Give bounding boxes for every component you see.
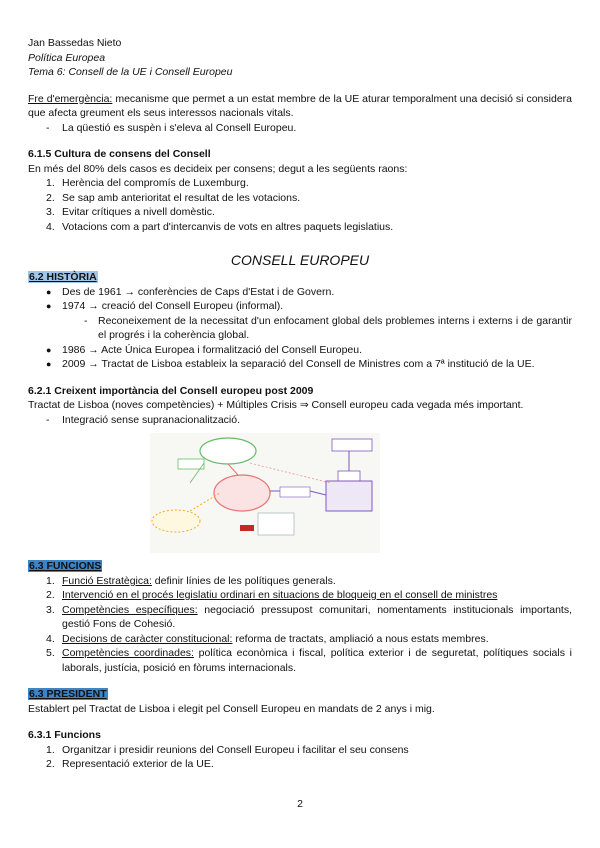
fre-term: Fre d'emergència: — [28, 92, 113, 105]
list-item: ● 1986 → Acte Única Europea i formalització del Consell Europeu. — [46, 343, 362, 356]
s631-heading: 6.3.1 Funcions — [28, 729, 101, 741]
course: Política Europea — [28, 51, 106, 64]
list-item: 3. Competències específiques: negociació pressupost comunitari, nomentaments institucionals importants, gestió Fons de Cohesió. — [46, 603, 573, 630]
section-title: CONSELL EUROPEU — [230, 252, 370, 268]
fre-paragraph — [28, 92, 572, 121]
list-item: 2. Intervenció en el procés legislatiu ordinari en situacions de bloqueig en el consell de ministres — [46, 589, 498, 601]
s615-list — [28, 176, 572, 234]
list-item: 3. Evitar crítiques a nivell domèstic. — [46, 206, 215, 218]
s621-sub: - Integració sense supranacionalització. — [46, 413, 241, 426]
list-item: 1. Funció Estratègica: definir línies de les polítiques generals. — [46, 574, 336, 587]
list-item: 4. Votacions com a part d'intercanvis de vots en altres paquets legislatius. — [46, 220, 394, 233]
list-item: ● 1974 → creació del Consell Europeu (informal). — [46, 300, 284, 312]
s63-heading: 6.3 FUNCIONS — [29, 560, 102, 572]
fre-text: mecanisme que permet a un estat membre de la UE aturar temporalment una decisió si considera que afecta greument els seus interessos nacionals vitals. — [28, 92, 572, 119]
s621-heading: 6.2.1 Creixent importància del Consell europeu post 2009 — [28, 384, 314, 397]
list-item: 2. Representació exterior de la UE. — [46, 758, 214, 770]
list-item: ● Des de 1961 → conferències de Caps d'Estat i de Govern. — [46, 285, 335, 298]
topic: Tema 6: Consell de la UE i Consell Europeu — [28, 66, 233, 78]
page-number: 2 — [297, 798, 303, 810]
institutions-diagram — [150, 433, 380, 553]
document-body — [28, 36, 572, 772]
s63p-text: Establert pel Tractat de Lisboa i elegit pel Consell Europeu en mandats de 2 anys i mig. — [28, 702, 435, 715]
s621-text: Tractat de Lisboa (noves competències) + Múltiples Crisis ⇒ Consell europeu cada vegada més important. — [28, 399, 524, 411]
list-item: 5. Competències coordinades: política econòmica i fiscal, política exterior i de seguretat, polítiques socials i laborals, justícia, posició en fòrums internacionals. — [46, 647, 572, 674]
s62-heading: 6.2 HISTÒRIA — [29, 271, 97, 283]
s63p-heading: 6.3 PRESIDENT — [29, 688, 107, 700]
s615-heading: 6.1.5 Cultura de consens del Consell — [28, 148, 211, 160]
list-item: 1. Herència del compromís de Luxemburg. — [46, 177, 249, 189]
list-item: 4. Decisions de caràcter constitucional: reforma de tractats, ampliació a nous estats membres. — [46, 632, 489, 645]
s631-list — [28, 743, 572, 772]
list-item: ● 2009 → Tractat de Lisboa estableix la separació del Consell de Ministres com a 7ª institució de la UE. — [46, 358, 535, 370]
s62-list — [28, 285, 572, 372]
author: Jan Bassedas Nieto — [28, 37, 122, 49]
s615-intro: En més del 80% dels casos es decideix per consens; degut a les següents raons: — [28, 162, 408, 175]
diagram-graphic — [150, 433, 380, 553]
s63-list — [28, 574, 572, 676]
list-item: - Reconeixement de la necessitat d'un enfocament global dels problemes interns i externs i de garantir el progrés i la coherència global. — [84, 314, 572, 341]
list-item: 2. Se sap amb anterioritat el resultat de les votacions. — [46, 191, 301, 204]
fre-sub: - La qüestió es suspèn i s'eleva al Consell Europeu. — [46, 121, 297, 134]
list-item: 1. Organitzar i presidir reunions del Consell Europeu i facilitar el seu consens — [46, 743, 409, 756]
